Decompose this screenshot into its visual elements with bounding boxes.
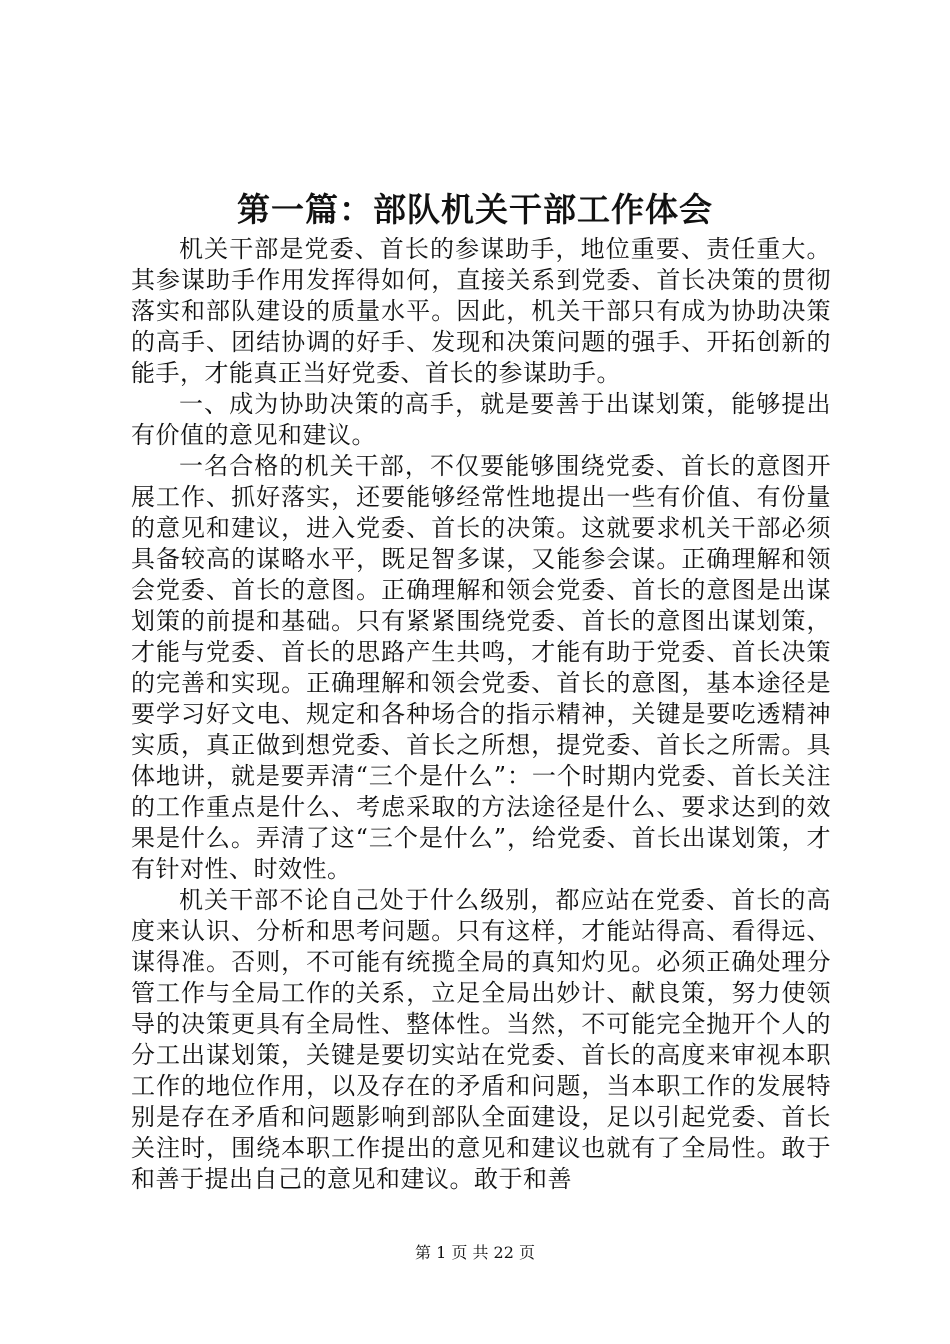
paragraph-section-heading: 一、成为协助决策的高手，就是要善于出谋划策，能够提出有价值的意见和建议。 <box>131 390 831 449</box>
paragraph-intro: 机关干部是党委、首长的参谋助手，地位重要、责任重大。其参谋助手作用发挥得如何，直接关系到党委、首长决策的贯彻落实和部队建设的质量水平。因此，机关干部只有成为协助决策的高手、团结协调的好手、发现和决策问题的强手、开拓创新的能手，才能真正当好党委、首长的参谋助手。 <box>131 235 831 387</box>
paragraph-body-1: 一名合格的机关干部，不仅要能够围绕党委、首长的意图开展工作、抓好落实，还要能够经常性地提出一些有价值、有份量的意见和建议，进入党委、首长的决策。这就要求机关干部必须具备较高的谋略水平，既足智多谋，又能参会谋。正确理解和领会党委、首长的意图。正确理解和领会党委、首长的意图是出谋划策的前提和基础。只有紧紧围绕党委、首长的意图出谋划策，才能与党委、首长的思路产生共鸣，才能有助于党委、首长决策的完善和实现。正确理解和领会党委、首长的意图，基本途径是要学习好文电、规定和各种场合的指示精神，关键是要吃透精神实质，真正做到想党委、首长之所想，提党委、首长之所需。具体地讲，就是要弄清“三个是什么”：一个时期内党委、首长关注的工作重点是什么、考虑采取的方法途径是什么、要求达到的效果是什么。弄清了这“三个是什么”，给党委、首长出谋划策，才有针对性、时效性。 <box>131 452 831 883</box>
page-footer: 第 1 页 共 22 页 <box>415 1243 535 1262</box>
document-title: 第一篇：部队机关干部工作体会 <box>237 190 713 229</box>
document-body <box>131 234 831 1195</box>
paragraph-body-2: 机关干部不论自己处于什么级别，都应站在党委、首长的高度来认识、分析和思考问题。只有这样，才能站得高、看得远、谋得准。否则，不可能有统揽全局的真知灼见。必须正确处理分管工作与全局工作的关系，立足全局出妙计、献良策，努力使领导的决策更具有全局性、整体性。当然，不可能完全抛开个人的分工出谋划策，关键是要切实站在党委、首长的高度来审视本职工作的地位作用，以及存在的矛盾和问题，当本职工作的发展特别是存在矛盾和问题影响到部队全面建设，足以引起党委、首长关注时，围绕本职工作提出的意见和建议也就有了全局性。敢于和善于提出自己的意见和建议。敢于和善 <box>131 886 831 1193</box>
